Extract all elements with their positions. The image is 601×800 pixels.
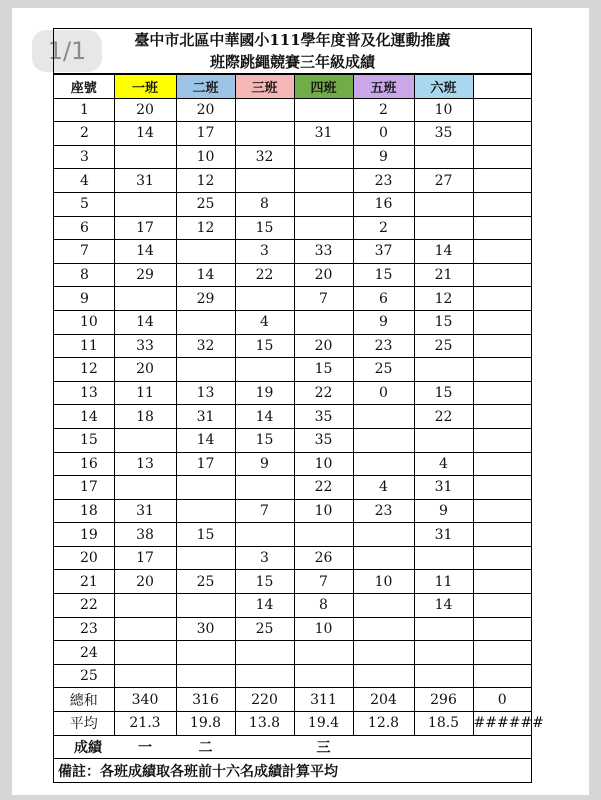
grade-cell	[473, 735, 531, 759]
score-cell: 32	[235, 145, 294, 169]
score-cell: 13	[176, 381, 235, 405]
seat-number: 21	[54, 570, 114, 594]
seat-number: 12	[54, 358, 114, 382]
score-cell: 15	[235, 216, 294, 240]
document-title	[54, 29, 531, 74]
score-row	[54, 428, 531, 452]
average-label: 平均	[54, 712, 114, 736]
grade-cell: 一	[114, 735, 176, 759]
total-row	[54, 688, 531, 712]
average-cell: ######	[473, 712, 531, 736]
score-cell: 13	[114, 452, 176, 476]
score-cell	[473, 570, 531, 594]
score-cell: 14	[235, 594, 294, 618]
note-text: 備註：各班成績取各班前十六名成績計算平均	[54, 759, 531, 783]
average-cell: 13.8	[235, 712, 294, 736]
average-cell: 18.5	[414, 712, 473, 736]
score-cell	[473, 122, 531, 146]
score-cell: 20	[294, 263, 353, 287]
score-row	[54, 122, 531, 146]
score-cell: 10	[176, 145, 235, 169]
score-cell: 8	[235, 192, 294, 216]
score-cell: 31	[294, 122, 353, 146]
score-cell: 10	[294, 499, 353, 523]
score-cell	[473, 240, 531, 264]
score-cell: 20	[114, 358, 176, 382]
score-cell: 4	[353, 476, 414, 500]
score-cell: 17	[114, 216, 176, 240]
score-row	[54, 664, 531, 688]
score-cell: 22	[235, 263, 294, 287]
score-cell: 20	[114, 98, 176, 122]
score-cell: 15	[414, 310, 473, 334]
score-cell	[473, 263, 531, 287]
score-cell: 7	[294, 570, 353, 594]
header-class-5: 五班	[353, 75, 414, 99]
score-cell: 35	[414, 122, 473, 146]
score-cell: 37	[353, 240, 414, 264]
header-class-6: 六班	[414, 75, 473, 99]
score-cell: 22	[414, 405, 473, 429]
score-cell: 8	[294, 594, 353, 618]
score-cell: 2	[353, 98, 414, 122]
total-cell: 220	[235, 688, 294, 712]
score-cell	[114, 192, 176, 216]
seat-number: 22	[54, 594, 114, 618]
grade-cell	[235, 735, 294, 759]
score-cell: 23	[353, 499, 414, 523]
grade-row	[54, 735, 531, 759]
score-cell: 14	[414, 240, 473, 264]
score-cell: 11	[414, 570, 473, 594]
score-cell: 4	[414, 452, 473, 476]
score-cell	[235, 169, 294, 193]
score-row	[54, 405, 531, 429]
score-cell	[294, 98, 353, 122]
score-cell	[114, 476, 176, 500]
grade-label: 成績	[54, 735, 114, 759]
score-cell	[235, 98, 294, 122]
score-cell	[114, 594, 176, 618]
score-cell: 9	[235, 452, 294, 476]
score-cell	[294, 664, 353, 688]
score-cell: 31	[114, 499, 176, 523]
seat-number: 20	[54, 546, 114, 570]
average-row	[54, 712, 531, 736]
score-cell	[473, 452, 531, 476]
score-cell	[353, 641, 414, 665]
score-cell	[414, 664, 473, 688]
score-cell: 31	[414, 523, 473, 547]
score-row	[54, 240, 531, 264]
score-cell: 14	[235, 405, 294, 429]
score-cell: 31	[414, 476, 473, 500]
score-cell: 25	[176, 570, 235, 594]
score-cell	[235, 476, 294, 500]
score-cell	[176, 594, 235, 618]
score-cell: 14	[414, 594, 473, 618]
score-cell	[176, 641, 235, 665]
score-cell	[235, 664, 294, 688]
score-cell: 38	[114, 523, 176, 547]
grade-cell: 三	[294, 735, 353, 759]
score-cell	[473, 98, 531, 122]
score-cell: 14	[176, 428, 235, 452]
score-row	[54, 570, 531, 594]
score-cell: 22	[294, 381, 353, 405]
score-cell: 22	[294, 476, 353, 500]
header-class-4: 四班	[294, 75, 353, 99]
score-cell: 25	[414, 334, 473, 358]
total-label: 總和	[54, 688, 114, 712]
header-extra	[473, 75, 531, 99]
score-cell	[473, 145, 531, 169]
score-cell: 15	[353, 263, 414, 287]
score-cell: 25	[235, 617, 294, 641]
score-cell	[176, 476, 235, 500]
seat-number: 11	[54, 334, 114, 358]
score-row	[54, 452, 531, 476]
score-cell	[235, 641, 294, 665]
score-cell	[114, 287, 176, 311]
seat-number: 7	[54, 240, 114, 264]
score-cell: 15	[176, 523, 235, 547]
score-cell	[473, 192, 531, 216]
score-cell	[414, 546, 473, 570]
total-cell: 316	[176, 688, 235, 712]
score-cell	[353, 617, 414, 641]
score-row	[54, 617, 531, 641]
score-cell	[414, 192, 473, 216]
score-cell: 16	[353, 192, 414, 216]
score-row	[54, 523, 531, 547]
score-cell	[176, 499, 235, 523]
header-class-2: 二班	[176, 75, 235, 99]
score-cell: 9	[353, 310, 414, 334]
header-seat: 座號	[54, 75, 114, 99]
score-cell: 33	[114, 334, 176, 358]
score-cell: 35	[294, 428, 353, 452]
score-row	[54, 192, 531, 216]
score-cell	[294, 523, 353, 547]
score-cell: 14	[114, 240, 176, 264]
score-cell	[414, 641, 473, 665]
score-cell	[235, 523, 294, 547]
score-row	[54, 145, 531, 169]
page-indicator-badge: 1/1	[32, 30, 102, 72]
score-cell: 23	[353, 169, 414, 193]
seat-number: 6	[54, 216, 114, 240]
score-sheet	[53, 28, 544, 783]
score-cell: 20	[114, 570, 176, 594]
score-cell: 15	[235, 428, 294, 452]
title-line-1: 臺中市北區中華國小111學年度普及化運動推廣	[134, 31, 451, 49]
seat-number: 24	[54, 641, 114, 665]
score-cell: 0	[353, 381, 414, 405]
score-cell: 4	[235, 310, 294, 334]
score-row	[54, 358, 531, 382]
score-cell	[414, 428, 473, 452]
score-cell	[353, 664, 414, 688]
score-cell	[473, 594, 531, 618]
average-cell: 21.3	[114, 712, 176, 736]
score-cell: 31	[114, 169, 176, 193]
score-cell: 6	[353, 287, 414, 311]
score-cell	[176, 664, 235, 688]
score-row	[54, 594, 531, 618]
seat-number: 1	[54, 98, 114, 122]
score-cell	[473, 310, 531, 334]
score-cell	[114, 641, 176, 665]
note-row	[54, 759, 531, 783]
score-cell	[353, 405, 414, 429]
score-cell	[473, 523, 531, 547]
score-cell: 25	[353, 358, 414, 382]
score-row	[54, 263, 531, 287]
score-cell: 14	[176, 263, 235, 287]
score-cell: 18	[114, 405, 176, 429]
score-cell	[473, 617, 531, 641]
score-cell: 32	[176, 334, 235, 358]
average-cell: 19.8	[176, 712, 235, 736]
score-cell	[176, 240, 235, 264]
score-cell: 35	[294, 405, 353, 429]
seat-number: 15	[54, 428, 114, 452]
seat-number: 10	[54, 310, 114, 334]
score-cell	[176, 546, 235, 570]
score-row	[54, 98, 531, 122]
score-cell	[414, 358, 473, 382]
score-cell	[353, 594, 414, 618]
score-cell: 12	[414, 287, 473, 311]
score-cell: 15	[294, 358, 353, 382]
score-cell: 9	[414, 499, 473, 523]
score-cell	[473, 169, 531, 193]
header-class-3: 三班	[235, 75, 294, 99]
seat-number: 13	[54, 381, 114, 405]
score-cell: 17	[176, 452, 235, 476]
score-cell	[114, 145, 176, 169]
score-row	[54, 641, 531, 665]
score-row	[54, 334, 531, 358]
grade-cell	[353, 735, 414, 759]
score-cell	[176, 310, 235, 334]
score-cell	[114, 428, 176, 452]
score-row	[54, 381, 531, 405]
score-cell	[353, 452, 414, 476]
score-cell: 3	[235, 240, 294, 264]
seat-number: 14	[54, 405, 114, 429]
score-cell: 11	[114, 381, 176, 405]
score-cell	[473, 381, 531, 405]
score-cell	[294, 169, 353, 193]
header-class-1: 一班	[114, 75, 176, 99]
score-cell: 26	[294, 546, 353, 570]
score-cell: 10	[294, 617, 353, 641]
score-cell	[235, 122, 294, 146]
score-cell: 17	[114, 546, 176, 570]
score-cell: 29	[114, 263, 176, 287]
score-cell: 14	[114, 310, 176, 334]
score-cell	[114, 617, 176, 641]
score-cell	[473, 216, 531, 240]
score-cell	[235, 287, 294, 311]
score-cell: 15	[414, 381, 473, 405]
score-cell: 12	[176, 216, 235, 240]
score-cell	[414, 216, 473, 240]
score-cell: 7	[294, 287, 353, 311]
score-cell	[294, 641, 353, 665]
score-cell	[353, 546, 414, 570]
score-cell	[294, 145, 353, 169]
grade-cell	[414, 735, 473, 759]
score-cell: 3	[235, 546, 294, 570]
score-cell: 12	[176, 169, 235, 193]
score-cell: 9	[353, 145, 414, 169]
seat-number: 4	[54, 169, 114, 193]
title-line-2: 班際跳繩競賽三年級成績	[209, 53, 375, 71]
average-cell: 19.4	[294, 712, 353, 736]
seat-number: 17	[54, 476, 114, 500]
score-cell	[473, 358, 531, 382]
score-cell: 7	[235, 499, 294, 523]
score-row	[54, 216, 531, 240]
score-cell	[473, 641, 531, 665]
score-cell: 19	[235, 381, 294, 405]
score-cell	[473, 287, 531, 311]
score-cell: 10	[353, 570, 414, 594]
seat-number: 3	[54, 145, 114, 169]
score-cell	[473, 476, 531, 500]
score-cell: 27	[414, 169, 473, 193]
score-cell: 23	[353, 334, 414, 358]
seat-number: 9	[54, 287, 114, 311]
score-row	[54, 169, 531, 193]
total-cell: 204	[353, 688, 414, 712]
score-cell	[114, 664, 176, 688]
score-row	[54, 546, 531, 570]
score-cell: 14	[114, 122, 176, 146]
score-cell: 31	[176, 405, 235, 429]
seat-number: 18	[54, 499, 114, 523]
score-cell: 20	[176, 98, 235, 122]
score-cell	[414, 145, 473, 169]
score-cell	[473, 664, 531, 688]
seat-number: 2	[54, 122, 114, 146]
score-cell	[294, 216, 353, 240]
score-cell	[473, 546, 531, 570]
score-cell: 21	[414, 263, 473, 287]
seat-number: 25	[54, 664, 114, 688]
total-cell: 340	[114, 688, 176, 712]
score-cell: 17	[176, 122, 235, 146]
score-cell	[473, 499, 531, 523]
score-cell: 15	[235, 334, 294, 358]
seat-number: 5	[54, 192, 114, 216]
score-cell: 10	[414, 98, 473, 122]
seat-number: 23	[54, 617, 114, 641]
score-cell: 33	[294, 240, 353, 264]
score-cell: 2	[353, 216, 414, 240]
score-table	[54, 74, 544, 783]
score-cell	[294, 310, 353, 334]
seat-number: 8	[54, 263, 114, 287]
score-cell	[473, 428, 531, 452]
grade-cell: 二	[176, 735, 235, 759]
score-cell	[235, 358, 294, 382]
score-cell: 0	[353, 122, 414, 146]
score-row	[54, 287, 531, 311]
score-cell: 20	[294, 334, 353, 358]
total-cell: 311	[294, 688, 353, 712]
score-cell	[176, 358, 235, 382]
score-cell	[353, 523, 414, 547]
score-cell: 29	[176, 287, 235, 311]
score-cell: 15	[235, 570, 294, 594]
header-row	[54, 75, 531, 99]
seat-number: 19	[54, 523, 114, 547]
score-row	[54, 499, 531, 523]
score-cell	[473, 334, 531, 358]
seat-number: 16	[54, 452, 114, 476]
total-cell: 0	[473, 688, 531, 712]
score-cell	[294, 192, 353, 216]
score-cell: 10	[294, 452, 353, 476]
score-cell: 30	[176, 617, 235, 641]
score-cell	[473, 405, 531, 429]
total-cell: 296	[414, 688, 473, 712]
average-cell: 12.8	[353, 712, 414, 736]
score-row	[54, 476, 531, 500]
score-cell	[414, 617, 473, 641]
score-cell: 25	[176, 192, 235, 216]
score-row	[54, 310, 531, 334]
score-cell	[353, 428, 414, 452]
